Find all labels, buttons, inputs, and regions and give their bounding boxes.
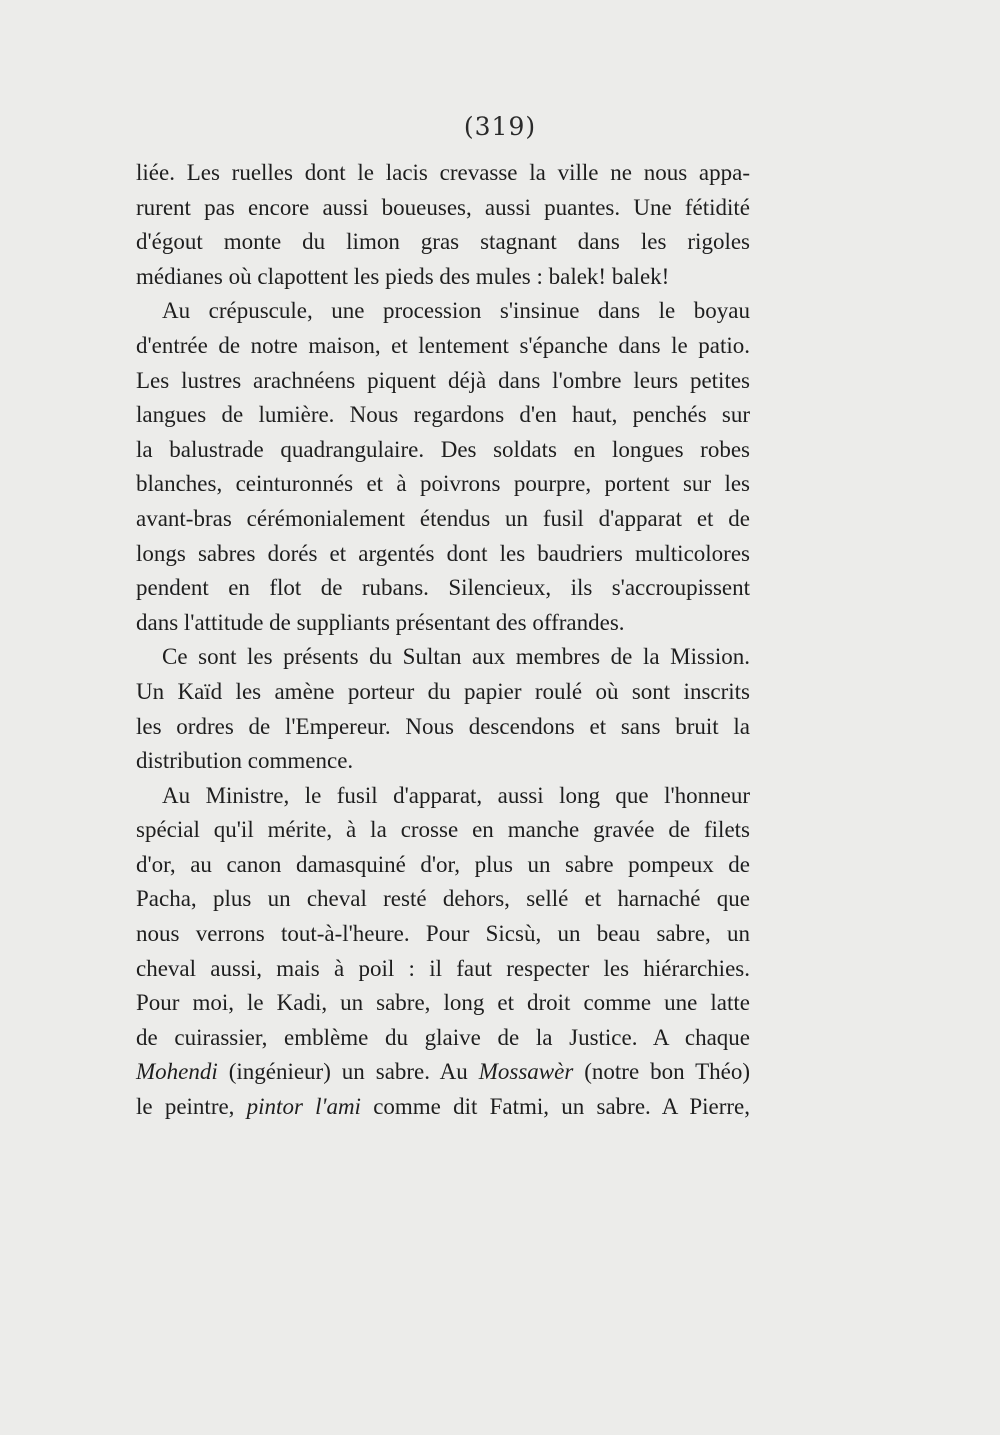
text-line-7: Les lustres arachnéens piquent déjà dans l'ombre leurs petites	[136, 367, 750, 393]
text-line-18: distribution commence.	[136, 748, 354, 774]
text-line-5: Au crépuscule, une procession s'insinue dans le boyau	[162, 298, 750, 324]
text-line-17: les ordres de l'Empereur. Nous descendons et sans bruit la	[136, 713, 750, 739]
text-line-24: cheval aussi, mais à poil : il faut respecter les hiérarchies.	[136, 955, 750, 981]
text-line-27	[136, 1055, 750, 1090]
line-27-middle: (ingénieur) un sabre. Au	[228, 1059, 468, 1085]
text-line-15: Ce sont les présents du Sultan aux membres de la Mission.	[162, 644, 750, 670]
text-line-21: d'or, au canon damasquiné d'or, plus un sabre pompeux de	[136, 851, 750, 877]
text-line-28	[136, 1090, 750, 1125]
text-line-23: nous verrons tout-à-l'heure. Pour Sicsù, un beau sabre, un	[136, 921, 750, 947]
text-line-26: de cuirassier, emblème du glaive de la Justice. A chaque	[136, 1024, 750, 1050]
italic-word-mossawer: Mossawèr	[478, 1059, 574, 1085]
line-27-end: (notre bon Théo)	[584, 1059, 751, 1085]
text-line-3: d'égout monte du limon gras stagnant dans les rigoles	[136, 229, 750, 255]
text-line-10: blanches, ceinturonnés et à poivrons pourpre, portent sur les	[136, 471, 750, 497]
line-28-end: comme dit Fatmi, un sabre. A Pierre,	[373, 1094, 750, 1120]
text-line-11: avant-bras cérémonialement étendus un fusil d'apparat et de	[136, 505, 750, 531]
text-line-9: la balustrade quadrangulaire. Des soldats en longues robes	[136, 436, 750, 462]
text-line-4: médianes où clapottent les pieds des mules : balek! balek!	[136, 263, 670, 289]
text-line-2: rurent pas encore aussi boueuses, aussi puantes. Une fétidité	[136, 194, 750, 220]
text-line-13: pendent en flot de rubans. Silencieux, ils s'accroupissent	[136, 575, 750, 601]
text-line-25: Pour moi, le Kadi, un sabre, long et droit comme une latte	[136, 990, 750, 1016]
text-line-6: d'entrée de notre maison, et lentement s'épanche dans le patio.	[136, 332, 750, 358]
text-line-14: dans l'attitude de suppliants présentant des offrandes.	[136, 609, 625, 635]
text-line-19: Au Ministre, le fusil d'apparat, aussi long que l'honneur	[162, 782, 750, 808]
text-lines	[136, 156, 750, 1055]
text-line-12: longs sabres dorés et argentés dont les baudriers multicolores	[136, 540, 750, 566]
italic-word-mohendi: Mohendi	[136, 1059, 218, 1085]
italic-phrase-pintor-lami: pintor l'ami	[246, 1094, 361, 1120]
line-28-start: le peintre,	[136, 1094, 235, 1120]
text-line-1: liée. Les ruelles dont le lacis crevasse la ville ne nous appa-	[136, 160, 750, 185]
text-line-22: Pacha, plus un cheval resté dehors, sellé et harnaché que	[136, 886, 750, 912]
text-line-20: spécial qu'il mérite, à la crosse en manche gravée de filets	[136, 817, 750, 843]
body-text	[136, 156, 750, 1125]
text-line-16: Un Kaïd les amène porteur du papier roulé où sont inscrits	[136, 678, 750, 704]
page-number: (319)	[463, 112, 537, 141]
text-line-8: langues de lumière. Nous regardons d'en haut, penchés sur	[136, 402, 750, 428]
